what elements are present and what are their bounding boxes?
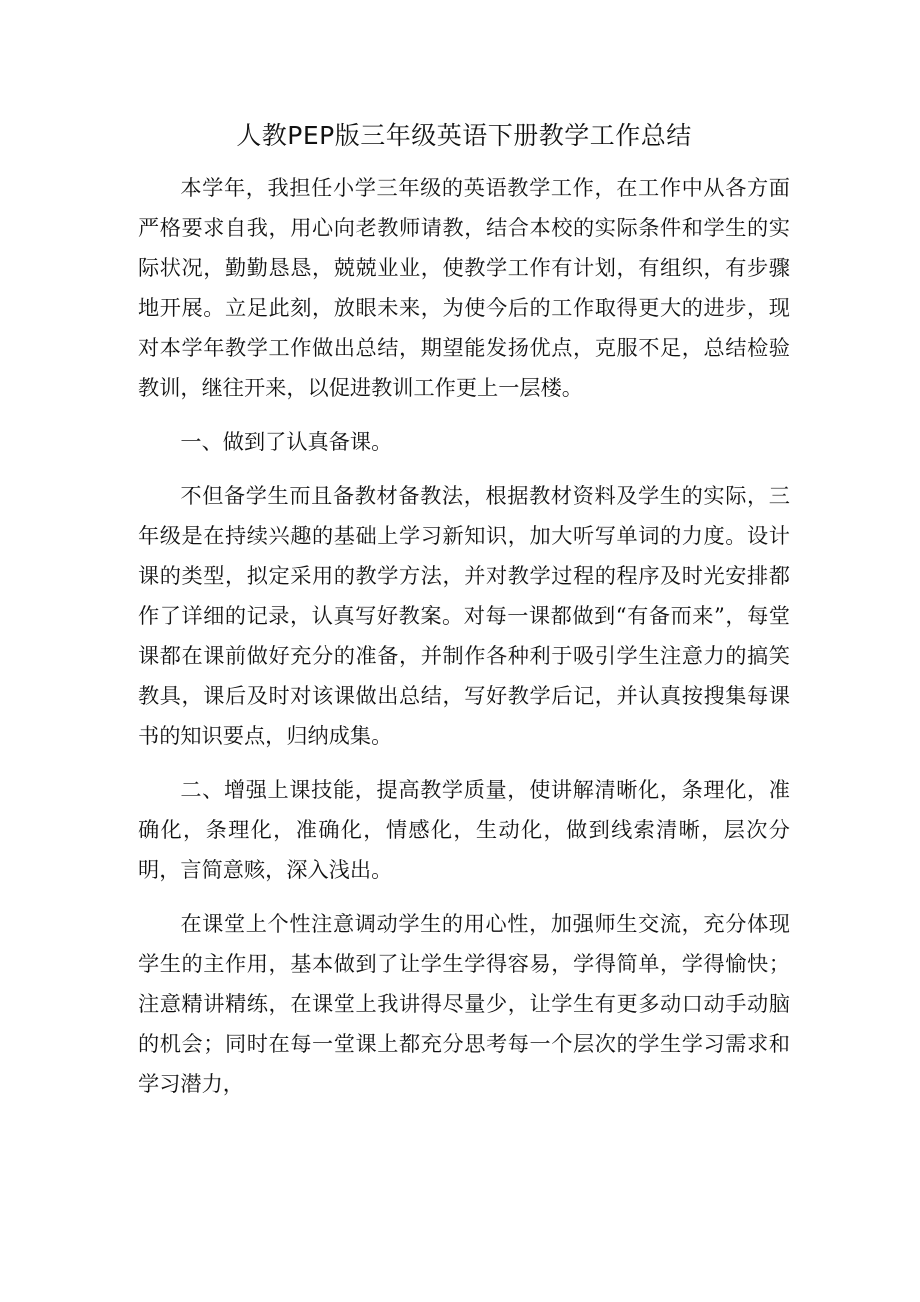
section-heading-1: 一、做到了认真备课。 xyxy=(180,429,393,454)
document-body xyxy=(138,118,790,1118)
document-title: 人教PEP版三年级英语下册教学工作总结 xyxy=(236,121,692,150)
section-2-paragraph: 在课堂上个性注意调动学生的用心性，加强师生交流，充分体现学生的主作用，基本做到了让学生学得容易，学得简单，学得愉快；注意精讲精练，在课堂上我讲得尽量少，让学生有更多动口动手动脑的机会；同时在每一堂课上都充分思考每一个层次的学生学习需求和学习潜力， xyxy=(138,911,790,1096)
intro-paragraph: 本学年，我担任小学三年级的英语教学工作，在工作中从各方面严格要求自我，用心向老教师请教，结合本校的实际条件和学生的实际状况，勤勤恳恳，兢兢业业，使教学工作有计划，有组织，有步骤地开展。立足此刻，放眼未来，为使今后的工作取得更大的进步，现对本学年教学工作做出总结，期望能发扬优点，克服不足，总结检验教训，继往开来，以促进教训工作更上一层楼。 xyxy=(138,175,790,400)
section-heading-2: 二、增强上课技能，提高教学质量，使讲解清晰化，条理化，准确化，条理化，准确化，情感化，生动化，做到线索清晰，层次分明，言简意赅，深入浅出。 xyxy=(138,777,790,882)
section-1-paragraph: 不但备学生而且备教材备教法，根据教材资料及学生的实际，三年级是在持续兴趣的基础上学习新知识，加大听写单词的力度。设计课的类型，拟定采用的教学方法，并对教学过程的程序及时光安排都作了详细的记录，认真写好教案。对每一课都做到“有备而来”，每堂课都在课前做好充分的准备，并制作各种利于吸引学生注意力的搞笑教具，课后及时对该课做出总结，写好教学后记，并认真按搜集每课书的知识要点，归纳成集。 xyxy=(138,483,790,748)
